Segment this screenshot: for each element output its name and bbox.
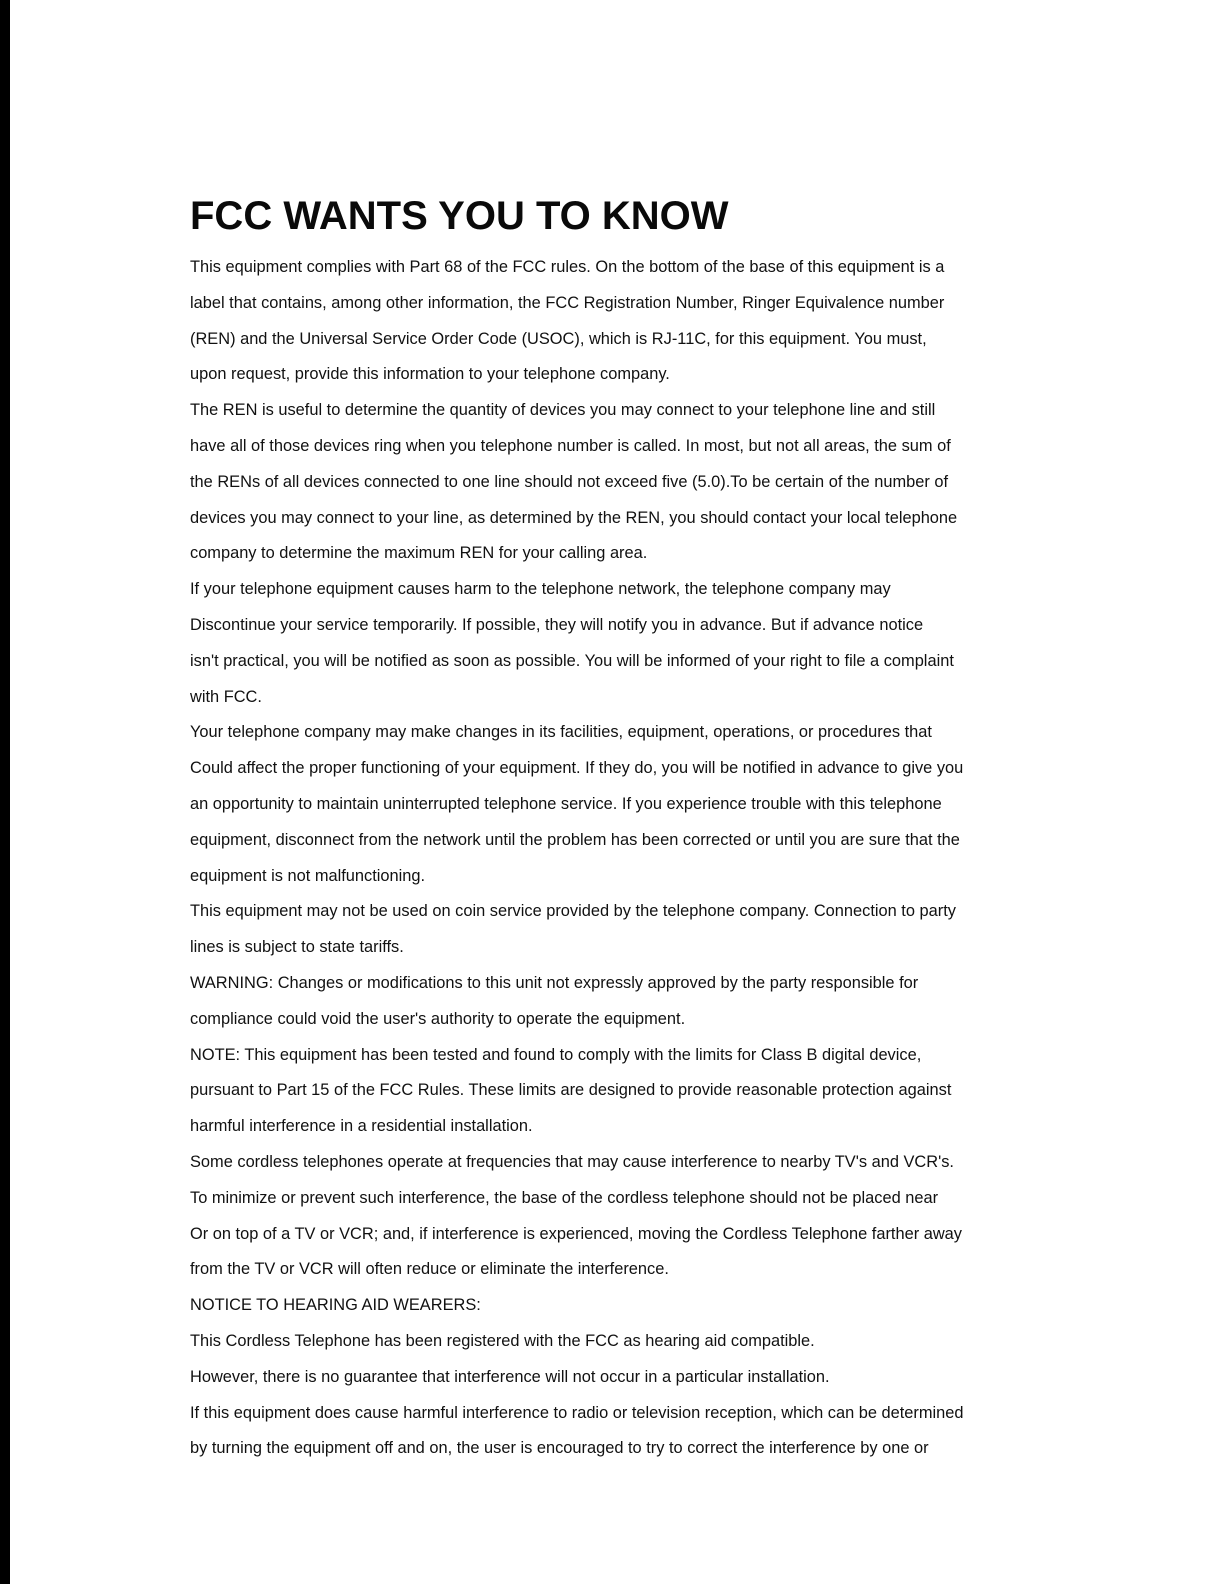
text-line: This Cordless Telephone has been registered with the FCC as hearing aid compatible. (190, 1331, 815, 1350)
page-title: FCC WANTS YOU TO KNOW (190, 194, 729, 238)
text-line: If your telephone equipment causes harm to the telephone network, the telephone company may (190, 580, 891, 599)
text-line: compliance could void the user's authority to operate the equipment. (190, 1009, 686, 1028)
text-line: with FCC. (190, 687, 262, 706)
text-line: pursuant to Part 15 of the FCC Rules. These limits are designed to provide reasonable protection against (190, 1081, 952, 1100)
text-line: harmful interference in a residential installation. (190, 1117, 533, 1136)
text-line: NOTICE TO HEARING AID WEARERS: (190, 1296, 481, 1315)
text-line: Could affect the proper functioning of your equipment. If they do, you will be notified in advance to give you (190, 759, 964, 778)
text-line: NOTE: This equipment has been tested and found to comply with the limits for Class B digital device, (190, 1045, 922, 1064)
text-line: Your telephone company may make changes in its facilities, equipment, operations, or procedures that (190, 723, 932, 742)
text-line: However, there is no guarantee that interference will not occur in a particular installation. (190, 1367, 830, 1386)
text-line: equipment, disconnect from the network until the problem has been corrected or until you are sure that the (190, 830, 960, 849)
text-line: upon request, provide this information to your telephone company. (190, 365, 670, 384)
text-line: an opportunity to maintain uninterrupted telephone service. If you experience trouble with this telephone (190, 794, 942, 813)
text-line: If this equipment does cause harmful interference to radio or television reception, which can be determined (190, 1403, 964, 1422)
text-line: have all of those devices ring when you telephone number is called. In most, but not all areas, the sum of (190, 436, 951, 455)
text-line: This equipment may not be used on coin service provided by the telephone company. Connection to party (190, 902, 956, 921)
text-line: WARNING: Changes or modifications to this unit not expressly approved by the party responsible for (190, 973, 919, 992)
text-line: from the TV or VCR will often reduce or eliminate the interference. (190, 1260, 669, 1279)
text-line: by turning the equipment off and on, the user is encouraged to try to correct the interference by one or (190, 1439, 929, 1458)
text-line: the RENs of all devices connected to one line should not exceed five (5.0).To be certain of the number of (190, 472, 949, 491)
text-line: label that contains, among other information, the FCC Registration Number, Ringer Equivalence number (190, 293, 945, 312)
text-line: Some cordless telephones operate at frequencies that may cause interference to nearby TV's and VCR's. (190, 1152, 954, 1171)
text-line: Or on top of a TV or VCR; and, if interference is experienced, moving the Cordless Telephone farther away (190, 1224, 962, 1243)
text-line: equipment is not malfunctioning. (190, 866, 426, 885)
text-line: devices you may connect to your line, as determined by the REN, you should contact your local telephone (190, 508, 958, 527)
document-page (190, 192, 1070, 1467)
text-line: lines is subject to state tariffs. (190, 938, 404, 957)
body-text (190, 250, 1070, 1467)
text-line: Discontinue your service temporarily. If possible, they will notify you in advance. But if advance notice (190, 615, 924, 634)
text-line: This equipment complies with Part 68 of the FCC rules. On the bottom of the base of this equipment is a (190, 258, 945, 276)
text-line: company to determine the maximum REN for your calling area. (190, 544, 648, 563)
scan-edge-border (0, 0, 10, 1584)
text-line: The REN is useful to determine the quantity of devices you may connect to your telephone line and still (190, 401, 936, 420)
text-line: (REN) and the Universal Service Order Code (USOC), which is RJ-11C, for this equipment. You must, (190, 329, 927, 348)
text-line: To minimize or prevent such interference, the base of the cordless telephone should not be placed near (190, 1188, 939, 1207)
text-line: isn't practical, you will be notified as soon as possible. You will be informed of your right to file a complaint (190, 651, 954, 670)
